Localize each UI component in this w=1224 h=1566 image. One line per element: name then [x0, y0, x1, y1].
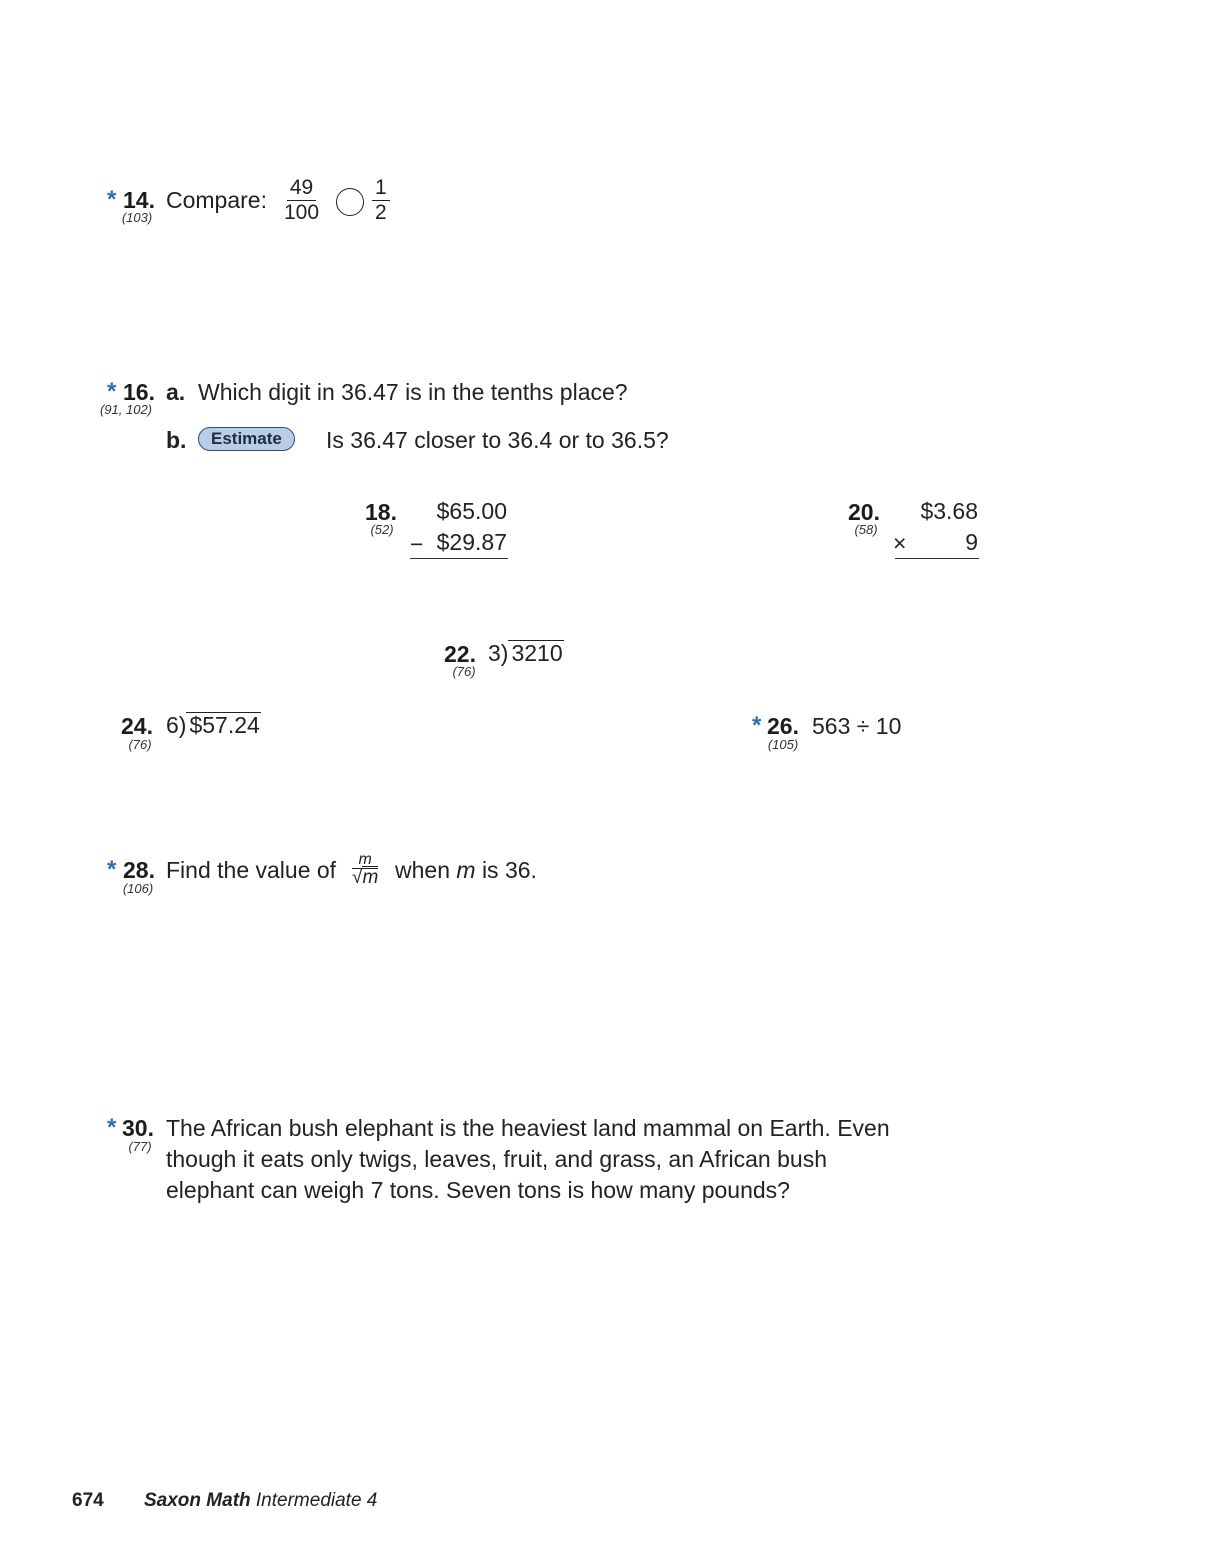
- divisor: 6: [166, 712, 179, 738]
- fraction-left: [281, 177, 322, 224]
- book-title-rest: Intermediate 4: [255, 1490, 378, 1511]
- multiplication-top: $3.68: [920, 498, 978, 524]
- compare-label: Compare:: [166, 187, 267, 213]
- subtraction-bottom: $29.87: [436, 529, 507, 555]
- dividend: 3210: [508, 640, 563, 665]
- lesson-reference: (103): [121, 210, 153, 225]
- fraction-denominator: [350, 869, 380, 886]
- radicand: m: [362, 867, 379, 888]
- answer-line: [410, 558, 508, 559]
- estimate-badge: Estimate: [198, 427, 295, 451]
- lesson-reference: (76): [128, 737, 152, 752]
- fraction-denominator: 100: [284, 201, 320, 224]
- star-marker: *: [107, 856, 117, 883]
- page-number: 674: [72, 1490, 104, 1511]
- question-text-end: [395, 857, 537, 884]
- question-line-3: elephant can weigh 7 tons. Seven tons is how many pounds?: [166, 1177, 790, 1203]
- book-title: [144, 1490, 377, 1512]
- lesson-reference: (58): [854, 522, 878, 537]
- fraction-numerator: m: [352, 851, 377, 869]
- problem-number: 18.: [365, 499, 397, 525]
- question-line-2: though it eats only twigs, leaves, fruit, and grass, an African bush: [166, 1146, 827, 1172]
- problem-number: 22.: [444, 641, 476, 667]
- fraction-m-over-root-m: [350, 851, 380, 886]
- fraction-denominator: 2: [375, 201, 387, 224]
- star-marker: *: [107, 378, 117, 405]
- book-title-bold: Saxon Math: [144, 1490, 251, 1511]
- variable-m: m: [456, 857, 476, 883]
- answer-line: [895, 558, 979, 559]
- divisor: 3: [488, 640, 501, 666]
- division-bracket: ): [500, 640, 509, 666]
- part-b-label: b.: [166, 427, 187, 453]
- part-a-label: a.: [166, 379, 186, 405]
- part-b-question: Is 36.47 closer to 36.4 or to 36.5?: [326, 427, 669, 453]
- fraction-numerator: 49: [287, 177, 316, 201]
- times-sign: ×: [893, 530, 907, 556]
- word-when: when: [395, 857, 450, 883]
- word-is-36: is 36.: [481, 857, 537, 883]
- star-marker: *: [752, 712, 762, 739]
- problem-number: 24.: [121, 713, 153, 739]
- part-a-question: Which digit in 36.47 is in the tenths place?: [198, 379, 628, 405]
- long-division: [488, 640, 564, 667]
- problem-number: 16.: [123, 379, 155, 405]
- multiplication-bottom: 9: [965, 529, 978, 555]
- lesson-reference: (105): [767, 737, 799, 752]
- question-line-1: The African bush elephant is the heaviest land mammal on Earth. Even: [166, 1115, 890, 1141]
- subtraction-top: $65.00: [436, 498, 507, 524]
- dividend: $57.24: [186, 712, 260, 737]
- lesson-reference: (106): [122, 881, 154, 896]
- fraction-numerator: 1: [372, 177, 390, 201]
- problem-number: 14.: [123, 187, 155, 213]
- problem-number: 20.: [848, 499, 880, 525]
- question-text-start: Find the value of: [166, 857, 337, 883]
- compare-circle[interactable]: [336, 188, 364, 216]
- minus-sign: −: [410, 531, 424, 557]
- star-marker: *: [107, 1114, 117, 1141]
- division-expression: 563 ÷ 10: [812, 713, 902, 739]
- problem-number: 26.: [767, 713, 799, 739]
- problem-number: 28.: [123, 857, 155, 883]
- sqrt-icon: √: [352, 867, 363, 888]
- lesson-reference: (76): [452, 664, 476, 679]
- problem-number: 30.: [122, 1115, 154, 1141]
- lesson-reference: (52): [370, 522, 394, 537]
- star-marker: *: [107, 186, 117, 213]
- lesson-reference: (91, 102): [99, 402, 153, 417]
- lesson-reference: (77): [128, 1139, 152, 1154]
- long-division: [166, 712, 261, 739]
- fraction-right: [372, 177, 390, 224]
- division-bracket: ): [178, 712, 187, 738]
